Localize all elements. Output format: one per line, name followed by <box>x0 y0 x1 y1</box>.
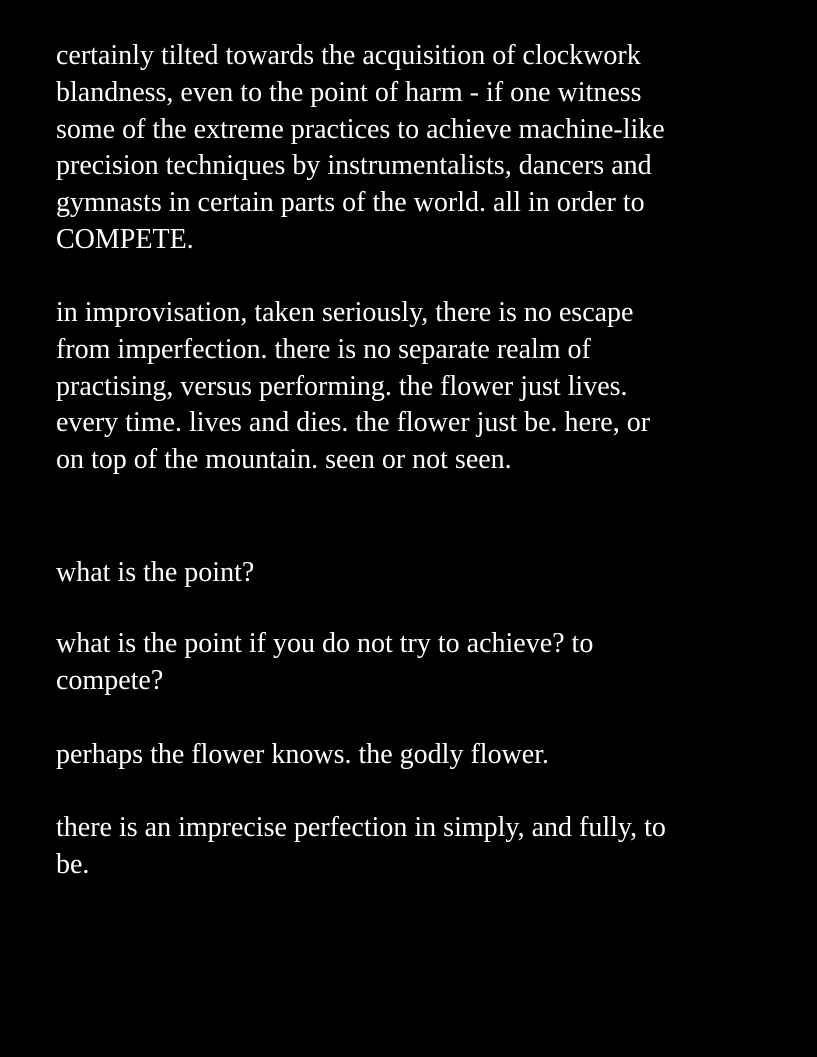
text-line: from imperfection. there is no separate realm of <box>56 333 591 365</box>
text-line: some of the extreme practices to achieve machine-like <box>56 113 665 145</box>
text-line: perhaps the flower knows. the godly flower. <box>56 739 549 770</box>
paragraph-achieve-question <box>56 626 776 700</box>
text-line: on top of the mountain. seen or not seen. <box>56 444 512 476</box>
text-line: compete? <box>56 664 164 696</box>
paragraph-improvisation <box>56 295 776 479</box>
text-line: in improvisation, taken seriously, there is no escape <box>56 297 634 328</box>
paragraph-flower-knows <box>56 737 776 774</box>
text-line: there is an imprecise perfection in simply, and fully, to <box>56 812 666 843</box>
text-line: what is the point if you do not try to achieve? to <box>56 628 594 659</box>
paragraph-imprecise-perfection <box>56 810 776 884</box>
text-line: precision techniques by instrumentalists, dancers and <box>56 150 652 182</box>
text-line: COMPETE. <box>56 223 194 255</box>
text-line: every time. lives and dies. the flower just be. here, or <box>56 407 651 439</box>
text-line: gymnasts in certain parts of the world. all in order to <box>56 187 645 219</box>
text-line: blandness, even to the point of harm - if one witness <box>56 76 642 108</box>
paragraph-competition <box>56 38 776 259</box>
text-line: be. <box>56 848 90 880</box>
paragraph-question <box>56 555 776 592</box>
text-line: what is the point? <box>56 557 255 588</box>
text-line: practising, versus performing. the flower just lives. <box>56 370 628 402</box>
text-line: certainly tilted towards the acquisition of clockwork <box>56 40 641 71</box>
